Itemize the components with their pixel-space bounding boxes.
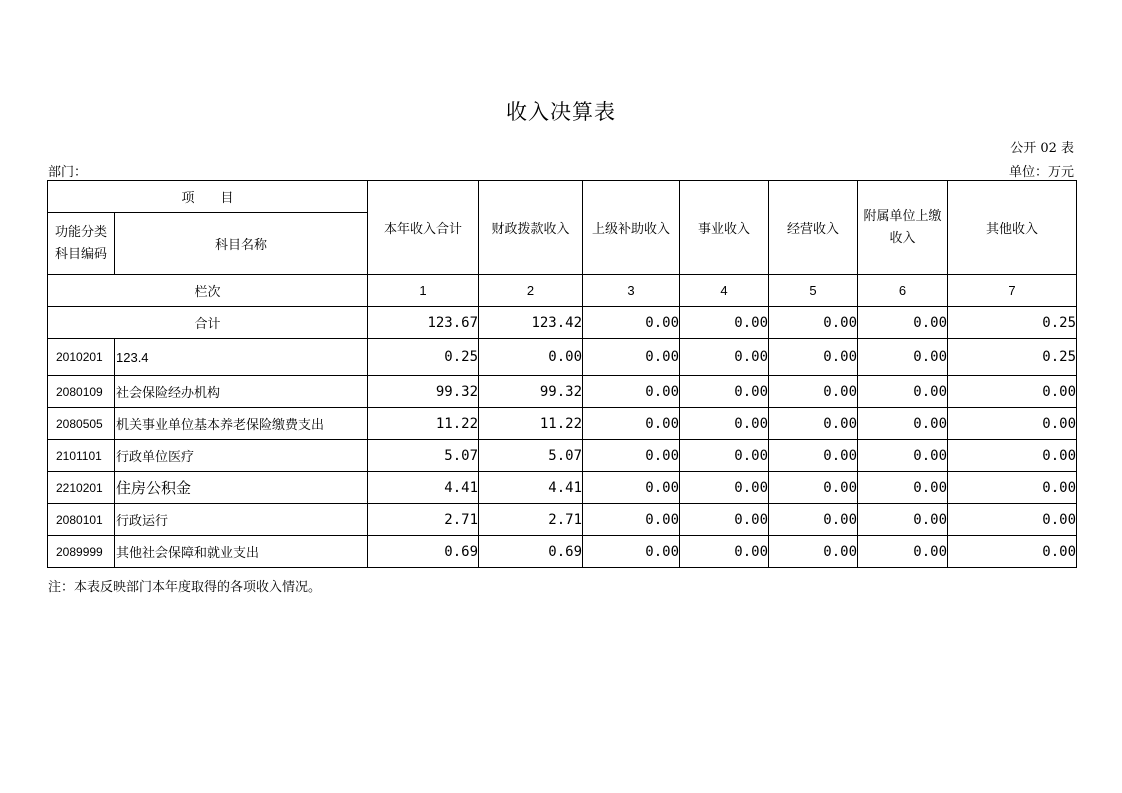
table-row — [48, 504, 1077, 536]
form-number: 公开 02 表 — [1010, 141, 1074, 156]
column-header: 其他收入 — [948, 181, 1077, 275]
table-row — [48, 376, 1077, 408]
amount-cell: 0.00 — [769, 504, 858, 536]
subject-code: 2080109 — [48, 376, 115, 408]
amount-cell: 0.00 — [583, 504, 680, 536]
table-row — [48, 440, 1077, 472]
total-value: 0.25 — [948, 307, 1077, 339]
table-row — [48, 339, 1077, 376]
amount-cell: 0.00 — [680, 472, 769, 504]
subject-name: 社会保险经办机构 — [115, 376, 368, 408]
column-number: 1 — [368, 275, 479, 307]
amount-cell: 0.00 — [948, 472, 1077, 504]
unit-label: 单位：万元 — [1008, 165, 1074, 180]
subject-name: 机关事业单位基本养老保险缴费支出 — [115, 408, 368, 440]
amount-cell: 0.00 — [858, 408, 948, 440]
total-value: 123.42 — [479, 307, 583, 339]
amount-cell: 0.00 — [583, 440, 680, 472]
report-title: 收入决算表 — [506, 100, 616, 124]
amount-cell: 0.00 — [583, 339, 680, 376]
amount-cell: 0.00 — [769, 536, 858, 568]
code-header: 功能分类科目编码 — [48, 213, 115, 275]
amount-cell: 0.00 — [583, 408, 680, 440]
column-header: 本年收入合计 — [368, 181, 479, 275]
column-header: 经营收入 — [769, 181, 858, 275]
amount-cell: 0.00 — [680, 504, 769, 536]
column-number: 4 — [680, 275, 769, 307]
header-row-1 — [48, 181, 1077, 213]
column-number: 6 — [858, 275, 948, 307]
subject-code: 2210201 — [48, 472, 115, 504]
column-number: 2 — [479, 275, 583, 307]
subject-code: 2010201 — [48, 339, 115, 376]
amount-cell: 0.69 — [368, 536, 479, 568]
subject-name: 住房公积金 — [115, 472, 368, 504]
project-header: 项 目 — [48, 181, 368, 213]
amount-cell: 0.00 — [858, 504, 948, 536]
amount-cell: 0.00 — [680, 440, 769, 472]
amount-cell: 0.25 — [368, 339, 479, 376]
subject-name: 123.4 — [115, 339, 368, 376]
amount-cell: 4.41 — [479, 472, 583, 504]
total-value: 0.00 — [858, 307, 948, 339]
total-value: 123.67 — [368, 307, 479, 339]
amount-cell: 0.00 — [479, 339, 583, 376]
total-value: 0.00 — [583, 307, 680, 339]
amount-cell: 11.22 — [368, 408, 479, 440]
subject-name: 其他社会保障和就业支出 — [115, 536, 368, 568]
amount-cell: 0.00 — [583, 472, 680, 504]
column-number: 5 — [769, 275, 858, 307]
amount-cell: 0.00 — [858, 472, 948, 504]
amount-cell: 0.69 — [479, 536, 583, 568]
amount-cell: 2.71 — [479, 504, 583, 536]
amount-cell: 0.00 — [680, 339, 769, 376]
subject-code: 2089999 — [48, 536, 115, 568]
table-row — [48, 408, 1077, 440]
amount-cell: 0.00 — [680, 536, 769, 568]
column-header: 附属单位上缴收入 — [858, 181, 948, 275]
column-header: 上级补助收入 — [583, 181, 680, 275]
amount-cell: 0.00 — [948, 408, 1077, 440]
subject-name: 行政运行 — [115, 504, 368, 536]
column-header: 事业收入 — [680, 181, 769, 275]
amount-cell: 5.07 — [479, 440, 583, 472]
amount-cell: 2.71 — [368, 504, 479, 536]
amount-cell: 0.00 — [858, 376, 948, 408]
amount-cell: 4.41 — [368, 472, 479, 504]
amount-cell: 0.00 — [948, 504, 1077, 536]
amount-cell: 0.00 — [769, 376, 858, 408]
table-row — [48, 536, 1077, 568]
column-header: 财政拨款收入 — [479, 181, 583, 275]
amount-cell: 99.32 — [479, 376, 583, 408]
amount-cell: 0.00 — [858, 339, 948, 376]
amount-cell: 0.00 — [858, 536, 948, 568]
amount-cell: 0.00 — [769, 339, 858, 376]
amount-cell: 0.00 — [948, 440, 1077, 472]
amount-cell: 0.25 — [948, 339, 1077, 376]
amount-cell: 0.00 — [680, 376, 769, 408]
amount-cell: 0.00 — [583, 376, 680, 408]
total-row — [48, 307, 1077, 339]
amount-cell: 0.00 — [680, 408, 769, 440]
subject-code: 2080505 — [48, 408, 115, 440]
amount-cell: 0.00 — [769, 440, 858, 472]
amount-cell: 0.00 — [769, 472, 858, 504]
department-label: 部门： — [48, 165, 88, 180]
amount-cell: 11.22 — [479, 408, 583, 440]
amount-cell: 0.00 — [583, 536, 680, 568]
table-row — [48, 472, 1077, 504]
subject-name: 行政单位医疗 — [115, 440, 368, 472]
income-table — [47, 180, 1077, 568]
amount-cell: 99.32 — [368, 376, 479, 408]
amount-cell: 0.00 — [948, 536, 1077, 568]
column-number: 3 — [583, 275, 680, 307]
amount-cell: 0.00 — [769, 408, 858, 440]
amount-cell: 0.00 — [948, 376, 1077, 408]
footnote: 注：本表反映部门本年度取得的各项收入情况。 — [48, 580, 322, 595]
total-value: 0.00 — [769, 307, 858, 339]
subject-code: 2101101 — [48, 440, 115, 472]
column-row-label: 栏次 — [48, 275, 368, 307]
subject-code: 2080101 — [48, 504, 115, 536]
amount-cell: 0.00 — [858, 440, 948, 472]
name-header: 科目名称 — [115, 213, 368, 275]
amount-cell: 5.07 — [368, 440, 479, 472]
column-number: 7 — [948, 275, 1077, 307]
column-number-row — [48, 275, 1077, 307]
total-label: 合计 — [48, 307, 368, 339]
total-value: 0.00 — [680, 307, 769, 339]
